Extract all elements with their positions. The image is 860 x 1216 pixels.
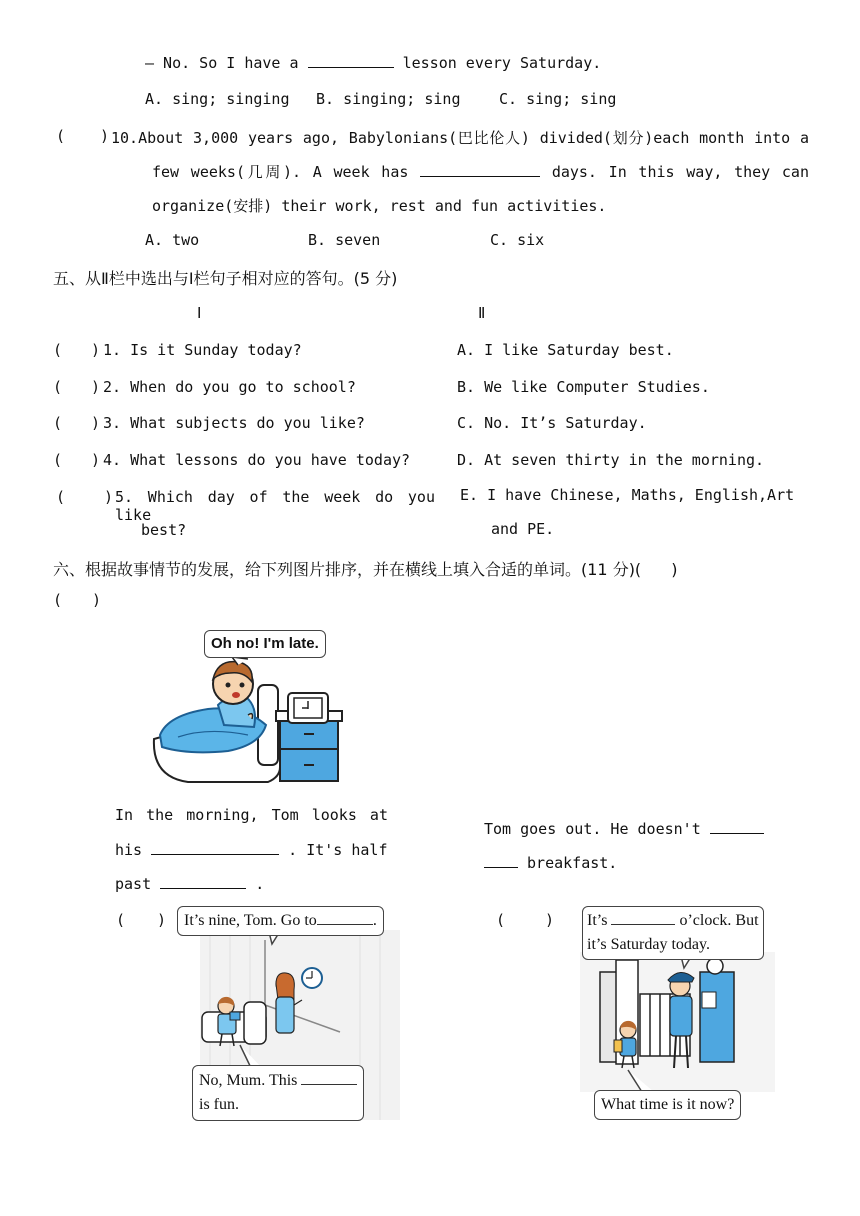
answer-paren-blank[interactable]: [66, 127, 102, 145]
story-2-line-1: [484, 819, 764, 838]
answer-text: D. At seven thirty in the morning.: [457, 451, 765, 469]
column-1-header: Ⅰ: [197, 304, 202, 322]
answer-text: B. We like Computer Studies.: [457, 378, 710, 396]
question-text: 3. What subjects do you like?: [103, 414, 365, 432]
speech-bubble-guard: [582, 906, 764, 960]
bubble-text: it’s Saturday today.: [587, 936, 710, 953]
question-text: 1. Is it Sunday today?: [103, 341, 302, 359]
answer-paren-blank[interactable]: [64, 378, 92, 396]
picture-3-mum-and-tom: [184, 900, 400, 1122]
q10-option-a: A. two: [145, 231, 200, 249]
answer-text-cont: and PE.: [491, 520, 555, 538]
q10-paren-open: (: [56, 127, 66, 145]
paren-open: (: [53, 451, 63, 469]
answer-text: A. I like Saturday best.: [457, 341, 674, 359]
story-text: . It's half: [288, 841, 388, 859]
paren-open: (: [53, 414, 63, 432]
speech-bubble-mum: It’s nine, Tom. Go to .: [177, 906, 384, 936]
bubble-text: No, Mum. This: [199, 1072, 298, 1089]
answer-blank[interactable]: [420, 162, 540, 177]
answer-blank[interactable]: [160, 874, 246, 889]
story-text: past: [115, 875, 152, 893]
speech-bubble-boy: What time is it now?: [594, 1090, 741, 1120]
paren-close: ): [104, 488, 114, 506]
answer-blank[interactable]: [308, 53, 394, 68]
answer-blank[interactable]: [710, 819, 764, 834]
bubble-text: is fun.: [199, 1096, 239, 1113]
answer-text: E. I have Chinese, Maths, English,Art: [460, 486, 795, 504]
section6-title: [53, 557, 677, 580]
paren-close: ): [91, 451, 101, 469]
picture-1-boy-waking: [148, 627, 344, 787]
q9-answer-line: [145, 53, 601, 72]
q10-line1: 10.About 3,000 years ago, Babylonians(巴比伦人) divided(划分)each month into a: [111, 129, 809, 147]
story-text: his: [115, 841, 143, 859]
answer-paren-blank[interactable]: [64, 451, 92, 469]
question-text: 4. What lessons do you have today?: [103, 451, 411, 469]
story-1-line-3: [115, 874, 264, 893]
section5-title: 五、从Ⅱ栏中选出与Ⅰ栏句子相对应的答句。(5 分): [53, 269, 398, 288]
answer-blank[interactable]: [301, 1072, 357, 1085]
paren-close: ): [545, 911, 555, 929]
paren-open: (: [116, 911, 126, 929]
bubble-text: o’clock. But: [679, 912, 759, 929]
q10-option-b: B. seven: [308, 231, 381, 249]
paren-open: (: [53, 378, 63, 396]
q10-line2-post: days. In this way, they can: [551, 163, 809, 181]
q9-option-a: A. sing; singing: [145, 90, 290, 108]
story-1-line-1: In the morning, Tom looks at: [115, 806, 388, 824]
q10-line3: organize(安排) their work, rest and fun activities.: [152, 197, 607, 215]
paren-open: (: [53, 341, 63, 359]
story-text: Tom goes out. He doesn't: [484, 820, 701, 838]
answer-text: C. No. It’s Saturday.: [457, 414, 647, 432]
q9-option-b: B. singing; sing: [316, 90, 461, 108]
paren-close: ): [157, 911, 167, 929]
paren-open: (: [56, 488, 66, 506]
paren-close: ): [671, 560, 678, 579]
order-paren-pic4: [496, 911, 554, 929]
q10-paren-close: ): [100, 127, 110, 145]
answer-blank[interactable]: [484, 853, 518, 868]
picture-4-school-gate: [580, 902, 775, 1120]
bubble-text: It’s nine, Tom. Go to: [184, 912, 317, 929]
answer-paren-blank[interactable]: [66, 488, 102, 506]
order-paren-pic3: [116, 911, 166, 929]
question-text-cont: best?: [141, 521, 187, 539]
question-text: 5. Which day of the week do you like: [115, 488, 435, 524]
bubble-text: It’s: [587, 912, 608, 929]
paren-close: ): [91, 378, 101, 396]
story-text: .: [255, 875, 265, 893]
paren-close: ): [91, 341, 101, 359]
speech-bubble-tom: [192, 1065, 364, 1121]
q10-line2-pre: few weeks(几周). A week has: [152, 163, 409, 181]
section6-title-text: 六、根据故事情节的发展，给下列图片排序，并在横线上填入合适的单词。(11 分)(: [53, 560, 642, 579]
paren-open: (: [496, 911, 506, 929]
speech-bubble: Oh no! I'm late.: [204, 630, 326, 658]
paren-close: ): [91, 414, 101, 432]
answer-paren-blank[interactable]: [64, 414, 92, 432]
answer-blank[interactable]: [317, 912, 373, 925]
column-2-header: Ⅱ: [478, 304, 486, 322]
q9-text-post: lesson every Saturday.: [402, 54, 602, 72]
q10-line2: [152, 161, 809, 182]
answer-blank[interactable]: [151, 840, 279, 855]
paren-close: ): [92, 591, 102, 609]
answer-blank[interactable]: [611, 912, 675, 925]
q9-option-c: C. sing; sing: [499, 90, 617, 108]
question-text: 2. When do you go to school?: [103, 378, 356, 396]
answer-paren-blank[interactable]: [64, 341, 92, 359]
story-2-line-2: [484, 853, 617, 872]
q9-text-pre: — No. So I have a: [145, 54, 299, 72]
order-paren: [53, 591, 101, 609]
story-1-line-2: [115, 840, 388, 859]
story-text: breakfast.: [527, 854, 618, 872]
paren-open: (: [53, 591, 63, 609]
q10-option-c: C. six: [490, 231, 545, 249]
